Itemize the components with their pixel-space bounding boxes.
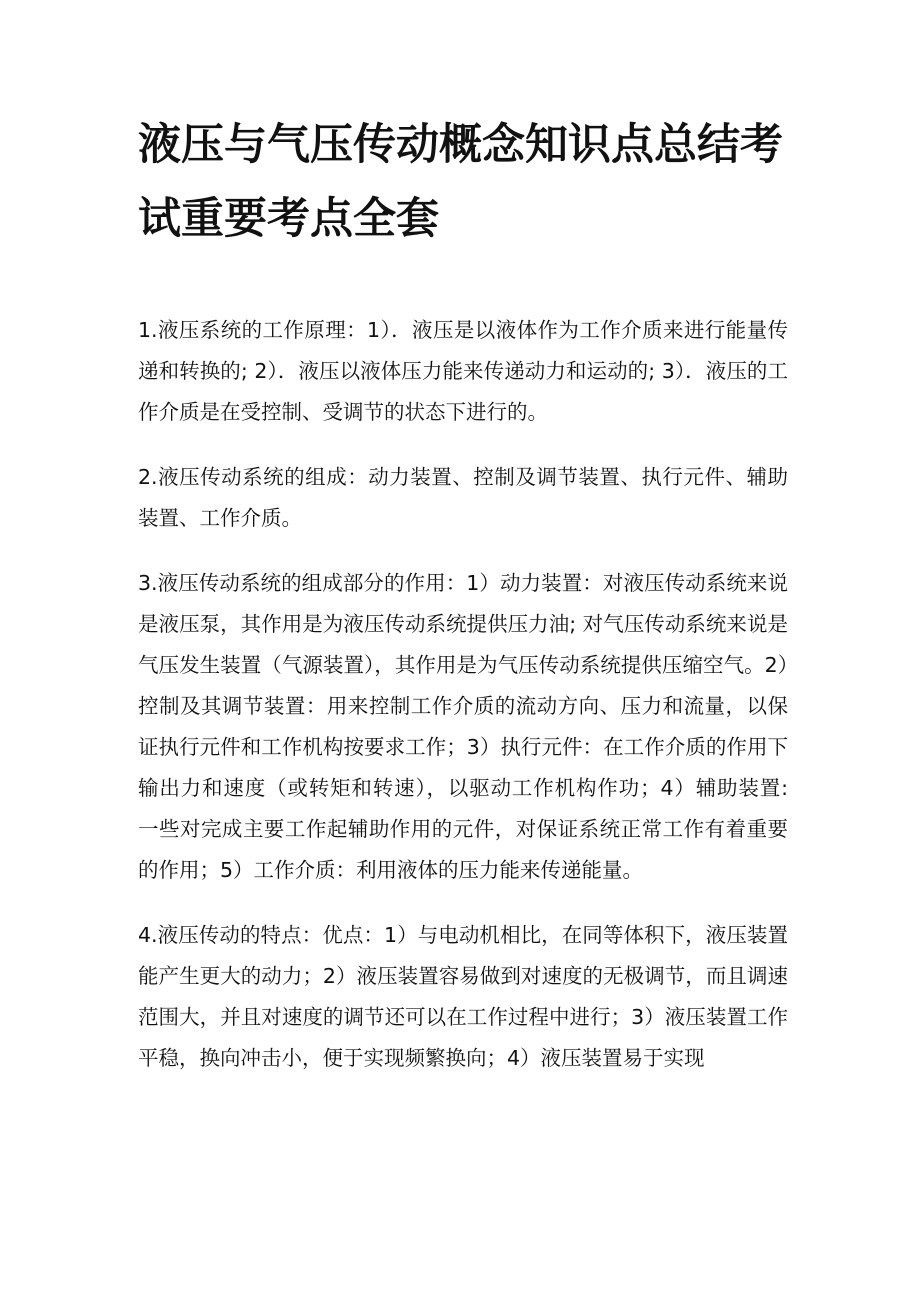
paragraph-system-composition: 2.液压传动系统的组成：动力装置、控制及调节装置、执行元件、辅助装置、工作介质。 [138, 465, 788, 530]
paragraph-characteristics: 4.液压传动的特点：优点：1）与电动机相比，在同等体积下，液压装置能产生更大的动力；2）液压装置容易做到对速度的无极调节，而且调速范围大，并且对速度的调节还可以在工作过程中进行；3）液压装置工作平稳，换向冲击小，便于实现频繁换向；4）液压装置易于实现 [138, 923, 788, 1070]
document-title: 液压与气压传动概念知识点总结考试重要考点全套 [138, 120, 783, 244]
document-body [138, 310, 788, 1103]
paragraph-component-functions: 3.液压传动系统的组成部分的作用：1）动力装置：对液压传动系统来说是液压泵，其作用是为液压传动系统提供压力油; 对气压传动系统来说是气压发生装置（气源装置），其作用是为气压传动系统提供压缩空气。2）控制及其调节装置：用来控制工作介质的流动方向、压力和流量，以保证执行元件和工作机构按要求工作；3）执行元件：在工作介质的作用下输出力和速度（或转矩和转速），以驱动工作机构作功；4）辅助装置: 一些对完成主要工作起辅助作用的元件，对保证系统正常工作有着重要的作用；5）工作介质：利用液体的压力能来传递能量。 [138, 571, 788, 882]
paragraph-working-principle: 1.液压系统的工作原理：1）．液压是以液体作为工作介质来进行能量传递和转换的; 2）．液压以液体压力能来传递动力和运动的; 3）．液压的工作介质是在受控制、受调节的状态下进行的。 [138, 318, 788, 424]
